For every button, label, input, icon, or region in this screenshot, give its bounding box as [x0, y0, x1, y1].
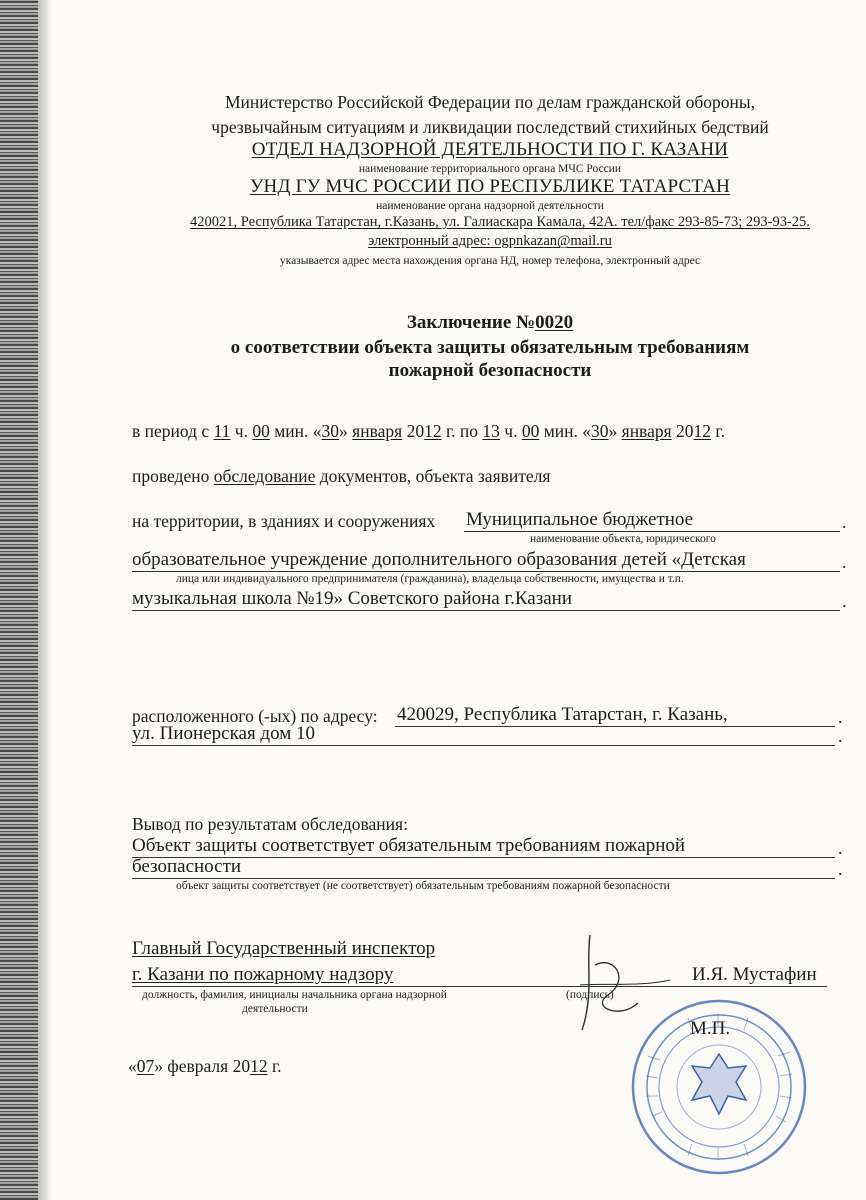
line-end-dot: .: [842, 591, 847, 611]
object-name-line-2: образовательное учреждение дополнительного образования детей «Детская: [132, 549, 746, 570]
title-line-2: о соответствии объекта защиты обязательным требованиям: [230, 337, 750, 358]
authority-caption: наименование органа надзорной деятельности: [376, 200, 604, 212]
address-prefix: расположенного (-ых) по адресу:: [132, 706, 378, 726]
title-line-3: пожарной безопасности: [388, 360, 592, 381]
inspection-suffix: документов, объекта заявителя: [315, 466, 551, 486]
department-caption: наименование территориального органа МЧС России: [358, 163, 622, 175]
inspector-position-2: г. Казани по пожарному надзору: [132, 964, 394, 985]
end-hour: 13: [482, 421, 500, 441]
inspector-name: И.Я. Мустафин: [692, 964, 817, 985]
period-text: мин. «: [269, 421, 322, 441]
inspection-type-line: [132, 466, 550, 487]
period-text: г.: [711, 421, 725, 441]
date-year: 12: [250, 1056, 268, 1076]
conclusion-number: 0020: [535, 312, 574, 333]
start-minute: 00: [252, 421, 270, 441]
period-text: в период с: [132, 421, 214, 441]
address-line-2: ул. Пионерская дом 10: [132, 723, 316, 744]
object-caption-1: наименование объекта, юридического: [530, 533, 716, 545]
address-caption: указывается адрес места нахождения органа НД, номер телефона, электронный адрес: [279, 255, 701, 267]
conclusion-line-1: Объект защиты соответствует обязательным требованиям пожарной: [132, 835, 686, 856]
line-end-dot: .: [838, 726, 843, 746]
scan-edge-shadow: [0, 0, 38, 1200]
conclusion-label: Вывод по результатам обследования:: [132, 814, 408, 834]
start-month: января: [352, 421, 403, 441]
line-end-dot: .: [838, 838, 843, 858]
underline: [132, 571, 840, 572]
end-day: 30: [591, 421, 609, 441]
period-text: »: [608, 421, 622, 441]
inspection-prefix: проведено: [132, 466, 214, 486]
line-end-dot: .: [842, 512, 847, 532]
conclusion-caption: объект защиты соответствует (не соответствует) обязательным требованиям пожарной безопасности: [176, 880, 670, 892]
line-end-dot: .: [838, 707, 843, 727]
signature-caption-2: (подпись): [566, 989, 614, 1001]
seal-label: М.П.: [690, 1018, 731, 1039]
date-text: г.: [267, 1056, 282, 1076]
document-date: [128, 1056, 282, 1077]
period-text: г. по: [441, 421, 483, 441]
signature-caption-1b: деятельности: [242, 1003, 308, 1015]
underline: [464, 531, 840, 532]
object-name-line-3: музыкальная школа №19» Советского района г.Казани: [132, 588, 573, 609]
title-prefix: Заключение №: [406, 312, 536, 333]
underline: [132, 878, 835, 879]
period-text: 20: [671, 421, 694, 441]
object-prefix: на территории, в зданиях и сооружениях: [132, 511, 436, 531]
period-text: ч.: [230, 421, 253, 441]
period-text: ч.: [499, 421, 522, 441]
authority-name: УНД ГУ МЧС РОССИИ ПО РЕСПУБЛИКЕ ТАТАРСТАН: [249, 176, 731, 197]
period-text: »: [339, 421, 353, 441]
ministry-line-1: Министерство Российской Федерации по делам гражданской обороны,: [224, 92, 756, 112]
signature-caption-1: должность, фамилия, инициалы начальника органа надзорной: [142, 989, 447, 1001]
underline: [395, 726, 835, 727]
scan-edge-gradient: [38, 0, 52, 1200]
end-month: января: [621, 421, 672, 441]
date-text: «: [128, 1056, 137, 1076]
object-name-line-1: Муниципальное бюджетное: [466, 509, 694, 530]
authority-address: 420021, Республика Татарстан, г.Казань, ул. Галиаскара Камала, 42А. тел/факс 293-85-73; 293-93-25.: [190, 214, 810, 230]
department-name: ОТДЕЛ НАДЗОРНОЙ ДЕЯТЕЛЬНОСТИ ПО Г. КАЗАНИ: [251, 139, 729, 160]
ministry-line-2: чрезвычайным ситуациям и ликвидации последствий стихийных бедствий: [211, 117, 769, 137]
period-text: мин. «: [539, 421, 592, 441]
address-line-1: 420029, Республика Татарстан, г. Казань,: [397, 704, 728, 725]
object-caption-2: лица или индивидуального предпринимателя (гражданина), владельца собственности, имущества и т.п.: [176, 573, 684, 585]
end-year: 12: [693, 421, 712, 441]
line-end-dot: .: [838, 859, 843, 879]
start-hour: 11: [213, 421, 231, 441]
line-end-dot: .: [842, 552, 847, 572]
inspection-period: [132, 421, 725, 442]
period-text: 20: [402, 421, 425, 441]
inspection-type: обследование: [213, 466, 316, 486]
start-day: 30: [321, 421, 340, 441]
end-minute: 00: [521, 421, 540, 441]
authority-email: электронный адрес: ogpnkazan@mail.ru: [368, 233, 612, 249]
document-title: [120, 312, 860, 334]
inspector-position-1: Главный Государственный инспектор: [132, 938, 436, 959]
date-text: » февраля 20: [154, 1056, 251, 1076]
underline: [132, 986, 827, 987]
underline: [132, 610, 840, 611]
start-year: 12: [424, 421, 442, 441]
date-day: 07: [136, 1056, 155, 1076]
conclusion-line-2: безопасности: [132, 856, 242, 877]
underline: [132, 745, 835, 746]
